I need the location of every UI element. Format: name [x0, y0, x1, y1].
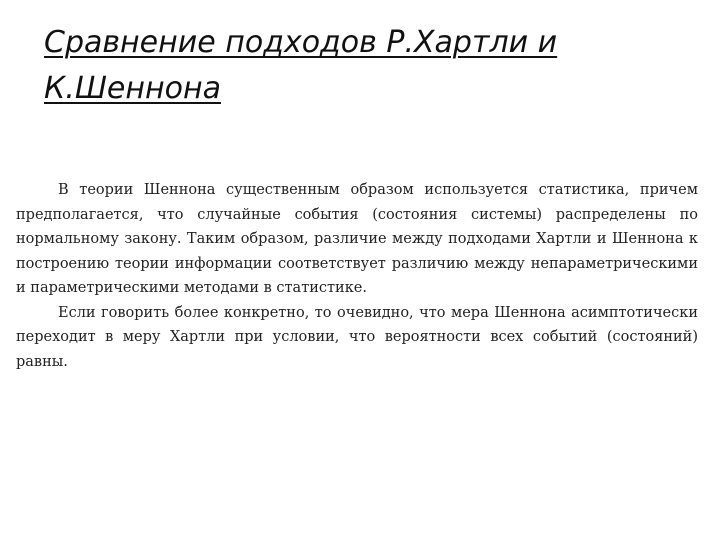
slide-title-text: Сравнение подходов Р.Хартли и К.Шеннона	[44, 25, 558, 106]
paragraph-2: Если говорить более конкретно, то очевидно, что мера Шеннона асимптотически переходит в меру Хартли при условии, что вероятности всех событий (состояний) равны.	[16, 304, 698, 370]
paragraph-1: В теории Шеннона существенным образом используется статистика, причем предполагается, что случайные события (состояния системы) распределены по нормальному закону. Таким образом, различие между подходами Хартли и Шеннона к построению теории информации соответствует различию между непараметрическими и параметрическими методами в статистике.	[16, 182, 698, 296]
scanned-text-block	[16, 178, 698, 374]
slide-title	[44, 20, 684, 112]
